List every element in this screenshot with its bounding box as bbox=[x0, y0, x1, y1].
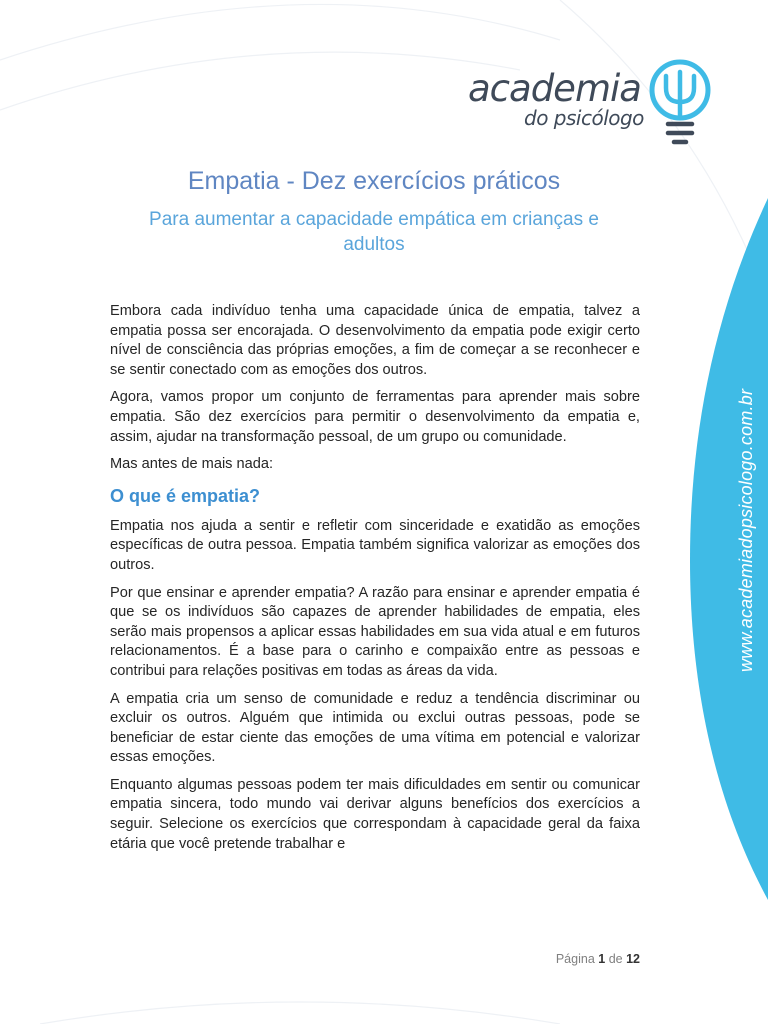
logo bbox=[466, 58, 726, 158]
logo-brand-text: academia bbox=[468, 67, 641, 110]
footer-page-number: 1 bbox=[598, 952, 606, 966]
intro-paragraph-3: Mas antes de mais nada: bbox=[110, 456, 274, 473]
section-paragraph-2: Por que ensinar e aprender empatia? A razão para ensinar e aprender empatia é que se os indivíduos são capazes de aprender habilidades de empatia, eles serão mais propensos a aplicar essas habilidades em sua vida atual e em futuros relacionamentos. É a base para o carinho e compaixão entre as pessoas e contribui para relações positivas em todas as áreas da vida. bbox=[110, 584, 640, 679]
logo-sub-text: do psicólogo bbox=[524, 106, 644, 130]
document-title: Empatia - Dez exercícios práticos bbox=[187, 167, 561, 195]
section-paragraph-3: A empatia cria um senso de comunidade e reduz a tendência discriminar ou excluir os outros. Alguém que intimida ou exclui outras pessoas, pode se beneficiar de estar ciente das emoções de uma vítima em potencial e valorizar essas emoções. bbox=[110, 690, 640, 766]
document-body bbox=[110, 302, 640, 862]
intro-paragraph-1: Embora cada indivíduo tenha uma capacidade única de empatia, talvez a empatia possa ser encorajada. O desenvolvimento da empatia pode exigir certo nível de consciência das próprias emoções, a fim de começar a se reconhecer e se sentir conectado com as emoções dos outros. bbox=[110, 303, 640, 378]
footer-of-label: de bbox=[608, 952, 623, 966]
intro-paragraph-2: Agora, vamos propor um conjunto de ferramentas para aprender mais sobre empatia. São dez exercícios para permitir o desenvolvimento da empatia e, assim, ajudar na transformação pessoal, de um grupo ou comunidade. bbox=[110, 389, 640, 445]
page-footer bbox=[556, 952, 640, 966]
section-heading: O que é empatia? bbox=[110, 485, 261, 506]
section-paragraph-1: Empatia nos ajuda a sentir e refletir com sinceridade e exatidão as emoções específicas de outra pessoa. Empatia também significa valorizar as emoções dos outros. bbox=[110, 517, 640, 573]
footer-page-total: 12 bbox=[626, 952, 640, 966]
section-paragraph-4: Enquanto algumas pessoas podem ter mais dificuldades em sentir ou comunicar empatia sincera, todo mundo vai derivar alguns benefícios dos exercícios a seguir. Selecione os exercícios que correspondam à capacidade geral da faixa etária que você pretende trabalhar e bbox=[110, 776, 640, 852]
footer-page-label: Página bbox=[555, 952, 595, 966]
document-subtitle: Para aumentar a capacidade empática em crianças e adultos bbox=[149, 209, 599, 255]
lightbulb-psi-icon bbox=[646, 58, 714, 150]
side-website-url: www.academiadopsicologo.com.br bbox=[736, 388, 756, 672]
